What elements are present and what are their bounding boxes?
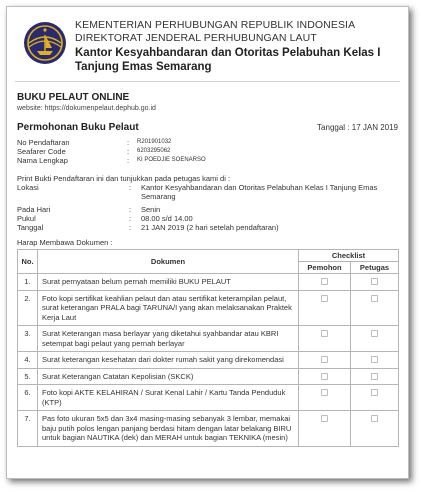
- table-row: [18, 290, 399, 326]
- pemohon-checkbox[interactable]: [321, 330, 328, 337]
- row-number: 5.: [18, 368, 38, 385]
- date-label: Tanggal: [17, 223, 44, 232]
- registration-info: [17, 138, 398, 165]
- pemohon-checkbox-cell: [299, 290, 351, 326]
- pemohon-checkbox[interactable]: [321, 373, 328, 380]
- day-label: Pada Hari: [17, 205, 51, 214]
- time-sep: :: [129, 214, 132, 223]
- pemohon-checkbox-cell: [299, 368, 351, 385]
- permohonan-date: Tanggal : 17 JAN 2019: [317, 123, 398, 132]
- ministry-logo-icon: [23, 21, 67, 65]
- registration-label: Seafarer Code: [17, 147, 66, 156]
- row-number: 4.: [18, 352, 38, 369]
- registration-label: No Pendaftaran: [17, 138, 70, 147]
- office-name: Kantor Kesyahbandaran dan Otoritas Pelabuhan Kelas I Tanjung Emas Semarang: [75, 47, 381, 73]
- pemohon-checkbox-cell: [299, 352, 351, 369]
- table-row: [18, 411, 399, 447]
- petugas-checkbox-cell: [351, 385, 399, 411]
- petugas-checkbox-cell: [351, 368, 399, 385]
- petugas-checkbox[interactable]: [371, 295, 378, 302]
- row-number: 1.: [18, 274, 38, 291]
- petugas-checkbox[interactable]: [371, 330, 378, 337]
- letterhead: [17, 15, 398, 81]
- day-sep: :: [129, 205, 132, 214]
- petugas-checkbox[interactable]: [371, 356, 378, 363]
- pemohon-checkbox[interactable]: [321, 295, 328, 302]
- print-note: Print Bukti Pendaftaran ini dan tunjukkan pada petugas kami di :: [17, 174, 231, 183]
- pemohon-checkbox-cell: [299, 274, 351, 291]
- col-header-document: Dokumen: [38, 250, 299, 274]
- table-row: [18, 368, 399, 385]
- document-frame: [6, 6, 409, 479]
- registration-value: R201901032: [137, 139, 172, 145]
- row-number: 7.: [18, 411, 38, 447]
- site-title: BUKU PELAUT ONLINE: [17, 92, 130, 103]
- petugas-checkbox-cell: [351, 326, 399, 352]
- permohonan-title: Permohonan Buku Pelaut: [17, 122, 139, 133]
- pemohon-checkbox-cell: [299, 385, 351, 411]
- col-header-no: No.: [18, 250, 38, 274]
- table-row: [18, 326, 399, 352]
- day-row: [17, 205, 398, 214]
- table-row: [18, 274, 399, 291]
- registration-value: KI POEDJIE SOENARSO: [137, 157, 206, 163]
- col-header-petugas: Petugas: [351, 262, 399, 274]
- documents-note: Harap Membawa Dokumen :: [17, 238, 113, 247]
- registration-label: Nama Lengkap: [17, 156, 68, 165]
- pemohon-checkbox[interactable]: [321, 389, 328, 396]
- petugas-checkbox-cell: [351, 411, 399, 447]
- time-value: 08.00 s/d 14.00: [141, 214, 193, 223]
- petugas-checkbox[interactable]: [371, 278, 378, 285]
- permohonan-header: [17, 122, 398, 135]
- pemohon-checkbox[interactable]: [321, 415, 328, 422]
- registration-row: [17, 147, 398, 156]
- location-value: Kantor Kesyahbandaran dan Otoritas Pelabuhan Kelas I Tanjung Emas Semarang: [141, 183, 378, 201]
- row-document: Surat keterangan kesehatan dari dokter rumah sakit yang direkomendasi: [38, 352, 299, 369]
- row-document: Foto kopi AKTE KELAHIRAN / Surat Kenal Lahir / Kartu Tanda Penduduk (KTP): [38, 385, 299, 411]
- ministry-name: KEMENTERIAN PERHUBUNGAN REPUBLIK INDONESIA: [75, 19, 356, 31]
- table-row: [18, 352, 399, 369]
- website-url: website: https://dokumenpelaut.dephub.go.id: [17, 105, 156, 112]
- table-row: [18, 385, 399, 411]
- table-header-row: [18, 250, 399, 262]
- pemohon-checkbox[interactable]: [321, 278, 328, 285]
- row-document: Surat Keterangan masa berlayar yang diketahui syahbandar atau KBRI setempat bagi pelaut yang pernah berlayar: [38, 326, 299, 352]
- pemohon-checkbox-cell: [299, 326, 351, 352]
- time-row: [17, 214, 398, 223]
- registration-row: [17, 156, 398, 165]
- petugas-checkbox-cell: [351, 290, 399, 326]
- registration-sep: :: [127, 138, 130, 147]
- row-document: Pas foto ukuran 5x5 dan 3x4 masing-masing sebanyak 3 lembar, memakai baju putih polos lengan panjang berdasi hitam dengan latar belakang BIRU untuk bagian NAUTIKA (dek) dan MERAH untuk bagian TEKNIKA (mesin): [38, 411, 299, 447]
- registration-value: 6203295062: [137, 148, 171, 154]
- row-document: Surat Keterangan Catatan Kepolisian (SKCK): [38, 368, 299, 385]
- location-row: [17, 183, 398, 201]
- row-number: 3.: [18, 326, 38, 352]
- registration-sep: :: [127, 147, 130, 156]
- day-value: Senin: [141, 205, 161, 214]
- date-value: 21 JAN 2019 (2 hari setelah pendaftaran): [141, 223, 279, 232]
- date-sep: :: [129, 223, 132, 232]
- date-row: [17, 223, 398, 232]
- letterhead-text: [75, 19, 400, 74]
- petugas-checkbox-cell: [351, 352, 399, 369]
- col-header-checklist: Checklist: [299, 250, 399, 262]
- petugas-checkbox[interactable]: [371, 389, 378, 396]
- row-number: 2.: [18, 290, 38, 326]
- registration-row: [17, 138, 398, 147]
- document-content: [17, 15, 398, 447]
- directorate-name: DIREKTORAT JENDERAL PERHUBUNGAN LAUT: [75, 32, 317, 44]
- header-divider: [15, 81, 400, 82]
- petugas-checkbox[interactable]: [371, 373, 378, 380]
- row-number: 6.: [18, 385, 38, 411]
- petugas-checkbox[interactable]: [371, 415, 378, 422]
- pemohon-checkbox[interactable]: [321, 356, 328, 363]
- pemohon-checkbox-cell: [299, 411, 351, 447]
- documents-table: [17, 249, 399, 447]
- petugas-checkbox-cell: [351, 274, 399, 291]
- location-sep: :: [129, 183, 132, 192]
- time-label: Pukul: [17, 214, 36, 223]
- location-label: Lokasi: [17, 183, 39, 192]
- row-document: Foto kopi sertifikat keahlian pelaut dan atau sertifikat keterampilan pelaut, surat keterangan PRALA bagi TARUNA/I yang akan melaksanakan Praktek Kerja Laut: [38, 290, 299, 326]
- row-document: Surat pernyataan belum pernah memiliki BUKU PELAUT: [38, 274, 299, 291]
- registration-sep: :: [127, 156, 130, 165]
- col-header-pemohon: Pemohon: [299, 262, 351, 274]
